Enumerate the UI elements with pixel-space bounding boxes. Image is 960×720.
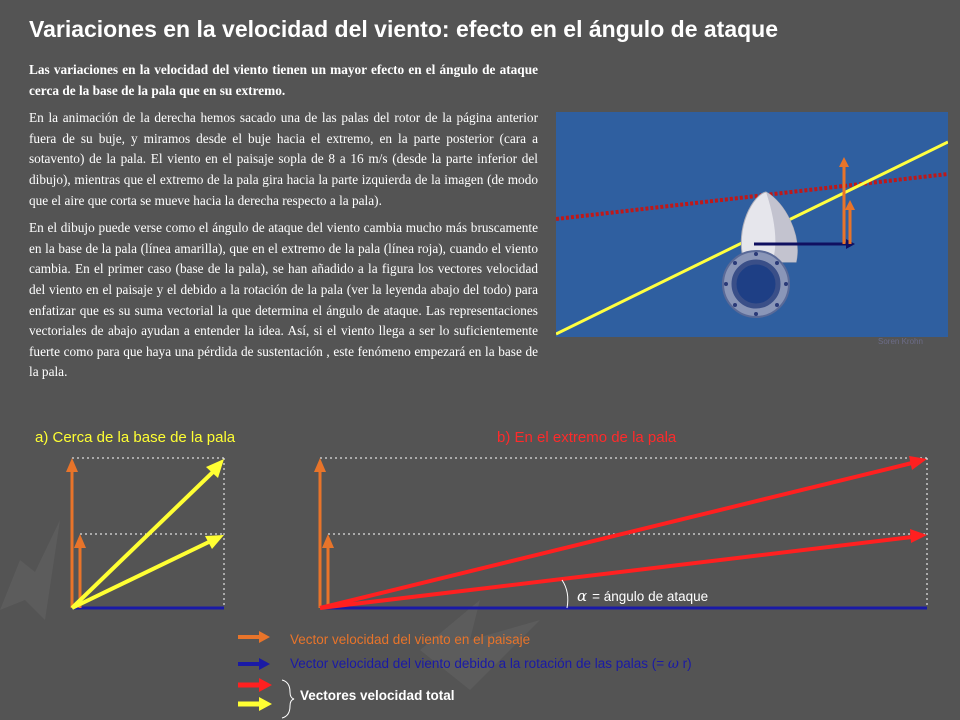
paragraph-animation: En la animación de la derecha hemos sacado una de las palas del rotor de la página anterior fuera de su buje, y miramos desde el buje hacia el extremo, en la parte posterior (cara a sotavento) de la pala. El viento en el paisaje sopla de 8 a 16 m/s (desde la parte inferior del dibujo), mientras que el extremo de la pala gira hacia la parte izquierda de la imagen (de modo que el aire que corta se mueve hacia la derecha respecto a la pala). xyxy=(29,110,538,208)
diagram-b-total-vector-low-head xyxy=(910,529,927,543)
lead-paragraph: Las variaciones en la velocidad del viento tienen un mayor efecto en el ángulo de ataque cerca de la base de la pala que en su extremo. xyxy=(29,62,538,98)
diagram-a-wind-vector-high-head xyxy=(66,458,78,472)
diagram-a-label: a) Cerca de la base de la pala xyxy=(35,429,236,446)
legend-wind-label: Vector velocidad del viento en el paisaje xyxy=(290,632,531,647)
alpha-text: = ángulo de ataque xyxy=(592,589,709,604)
diagram-b-label: b) En el extremo de la pala xyxy=(497,429,677,446)
blade-animation-image xyxy=(556,112,948,337)
legend-total-yellow-arrow-head xyxy=(259,697,272,711)
legend-omega-symbol: ω xyxy=(667,656,679,672)
legend-brace xyxy=(282,680,294,718)
legend-wind-arrow-head xyxy=(259,631,270,643)
diagram-b xyxy=(314,456,927,608)
diagram-a xyxy=(66,458,224,608)
image-watermark: Soren Krohn xyxy=(878,337,923,346)
vector-diagrams xyxy=(0,440,960,620)
diagram-a-total-vector-low xyxy=(72,540,213,608)
paragraph-explanation: En el dibujo puede verse como el ángulo de ataque del viento cambia mucho más bruscamente en la base de la pala (línea amarilla), que en el extremo de la pala (línea roja), cuando el viento cambia. En el primer caso (base de la pala), se han añadido a la figura los vectores velocidad del viento en el paisaje y el debido a la rotación de la pala (ver la leyenda abajo del todo) para enfatizar que es su suma vectorial la que determina el ángulo de ataque. Las representaciones vectoriales de abajo ayudan a entender la idea. Así, si el viento llega a ser lo suficientemente fuerte como para que haya una pérdida de sustentación , este fenómeno empezará en la base de la pala. xyxy=(29,220,538,380)
legend-rotation-text: Vector velocidad del viento debido a la rotación de las palas (= xyxy=(290,656,665,671)
legend-rotation-tail: r) xyxy=(682,656,692,671)
alpha-symbol: α xyxy=(577,587,588,605)
diagram-a-wind-vector-low-head xyxy=(74,534,86,548)
diagram-b-wind-vector-low-head xyxy=(322,534,334,548)
diagram-b-total-vector-high-head xyxy=(909,456,927,470)
text-column xyxy=(29,60,538,390)
diagram-b-wind-vector-high-head xyxy=(314,458,326,472)
legend-total-red-arrow-head xyxy=(259,678,272,692)
legend-swatches xyxy=(236,626,296,720)
angle-arc xyxy=(562,580,568,608)
diagram-a-total-vector-high xyxy=(72,470,215,608)
legend-rotation-arrow-head xyxy=(259,658,270,670)
page-title: Variaciones en la velocidad del viento: efecto en el ángulo de ataque xyxy=(29,16,779,42)
legend-rotation-label xyxy=(290,656,692,672)
legend-total-label: Vectores velocidad total xyxy=(300,688,455,703)
alpha-label xyxy=(577,587,708,605)
